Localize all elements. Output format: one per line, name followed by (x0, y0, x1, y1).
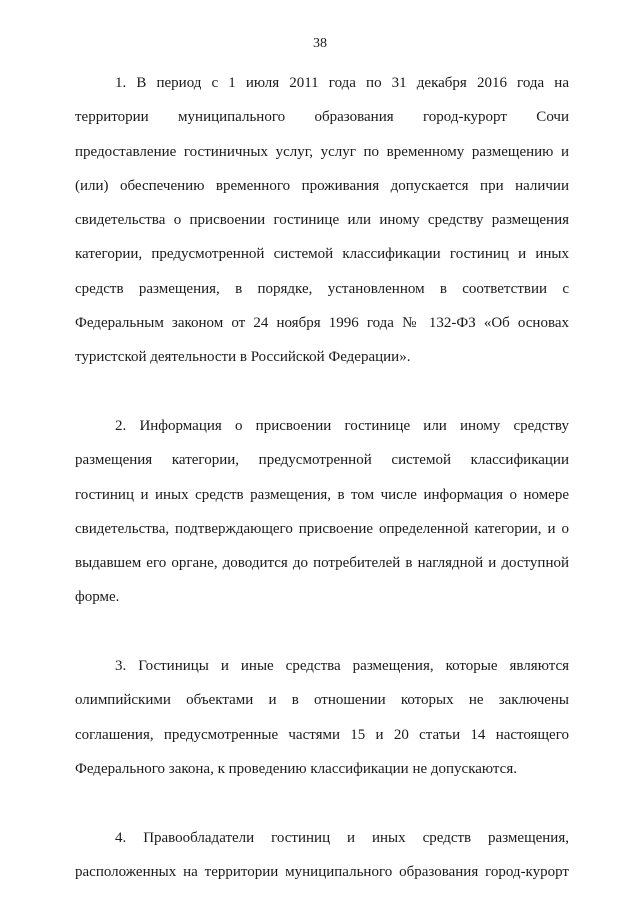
text-line: размещения категории, предусмотренной системой классификации (75, 452, 569, 469)
text-line: предоставление гостиничных услуг, услуг по временному размещению и (75, 143, 569, 160)
text-line: 3. Гостиницы и иные средства размещения, которые являются (115, 658, 569, 675)
paragraph-spacer (75, 375, 569, 409)
text-line: Федерального закона, к проведению классификации не допускаются. (75, 760, 517, 777)
text-line: территории муниципального образования город-курорт Сочи (75, 109, 569, 126)
text-line: Федеральным законом от 24 ноября 1996 года № 132-ФЗ «Об основах (75, 315, 569, 332)
paragraph-spacer (75, 786, 569, 820)
text-line: гостиниц и иных средств размещения, в том числе информация о номере (75, 486, 569, 503)
paragraph-2 (75, 409, 569, 615)
text-line: свидетельства о присвоении гостинице или иному средству размещения (75, 212, 569, 229)
text-line: туристской деятельности в Российской Федерации». (75, 349, 411, 366)
text-line: 1. В период с 1 июля 2011 года по 31 декабря 2016 года на (115, 75, 569, 91)
text-line: средств размещения, в порядке, установленном в соответствии с (75, 280, 569, 297)
page-number: 38 (313, 36, 327, 51)
paragraph-3 (75, 649, 569, 786)
text-line: (или) обеспечению временного проживания допускается при наличии (75, 177, 569, 194)
text-line: 2. Информация о присвоении гостинице или иному средству (115, 417, 569, 434)
text-line: олимпийскими объектами и в отношении которых не заключены (75, 692, 569, 709)
text-line: выдавшем его органе, доводится до потребителей в наглядной и доступной (75, 555, 569, 572)
text-line: форме. (75, 589, 120, 606)
paragraph-spacer (75, 615, 569, 649)
text-line: категории, предусмотренной системой классификации гостиниц и иных (75, 246, 569, 263)
text-line: расположенных на территории муниципального образования город-курорт (75, 863, 569, 880)
document-body (75, 66, 569, 889)
paragraph-4 (75, 821, 569, 890)
paragraph-1 (75, 66, 569, 375)
text-line: соглашения, предусмотренные частями 15 и 20 статьи 14 настоящего (75, 726, 569, 743)
text-line: свидетельства, подтверждающего присвоение определенной категории, и о (75, 520, 569, 537)
text-line: 4. Правообладатели гостиниц и иных средств размещения, (115, 829, 569, 846)
